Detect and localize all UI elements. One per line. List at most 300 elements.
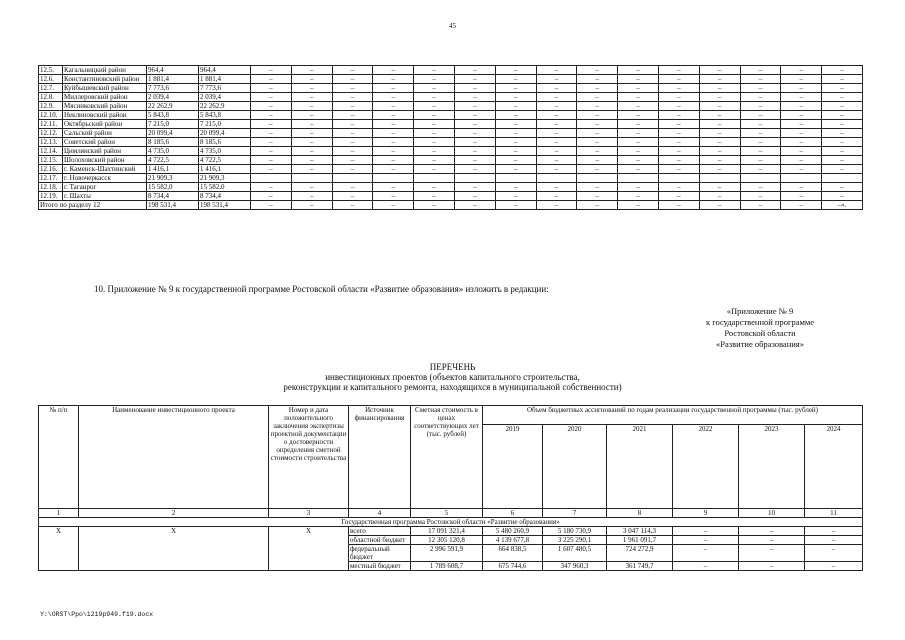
value-y2024: – — [805, 562, 863, 571]
value-y2021: 361 749,7 — [607, 562, 673, 571]
dash-cell: – — [536, 201, 577, 210]
appendix-line-3: Ростовской области — [724, 328, 796, 338]
row-number: 12.18. — [39, 183, 63, 192]
amount-year: 5 843,8 — [199, 111, 251, 120]
dash-cell: – — [740, 147, 781, 156]
row-number: 12.5. — [39, 66, 63, 75]
dash-cell: – — [618, 156, 659, 165]
district-name: Неклиновский район — [63, 111, 147, 120]
value-y2022: – — [673, 527, 739, 536]
row-number: 12.8. — [39, 93, 63, 102]
column-number: 8 — [607, 509, 673, 518]
dash-cell: – — [332, 183, 373, 192]
column-number: 5 — [411, 509, 483, 518]
total-label: Итого по разделу 12 — [39, 201, 147, 210]
dash-cell: – — [373, 192, 414, 201]
dash-cell: – — [699, 111, 740, 120]
dash-cell: – — [781, 129, 822, 138]
value-y2021: 724 272,9 — [607, 545, 673, 562]
table-row — [39, 120, 863, 129]
total-amount: 198 531,4 — [147, 201, 199, 210]
dash-cell: – — [781, 138, 822, 147]
value-y2020: 3 225 290,1 — [543, 536, 607, 545]
dash-cell: – — [699, 201, 740, 210]
dash-cell: – — [536, 102, 577, 111]
dash-cell: – — [822, 102, 863, 111]
dash-cell: – — [495, 147, 536, 156]
dash-cell — [454, 174, 495, 183]
dash-cell: – — [332, 120, 373, 129]
dash-cell: – — [781, 156, 822, 165]
dash-cell: – — [699, 93, 740, 102]
dash-cell: – — [414, 93, 455, 102]
table-row — [39, 66, 863, 75]
dash-cell: – — [577, 75, 618, 84]
dash-cell — [740, 174, 781, 183]
dash-cell: – — [577, 129, 618, 138]
value-y2021: 3 047 114,3 — [607, 527, 673, 536]
amendment-paragraph: 10. Приложение № 9 к государственной программе Ростовской области «Развитие образования» изложить в редакции: — [94, 284, 549, 294]
amount-total: 22 262,9 — [147, 102, 199, 111]
year-header: 2020 — [543, 425, 607, 509]
dash-cell: – — [495, 129, 536, 138]
dash-cell: – — [291, 192, 332, 201]
dash-cell: – — [251, 111, 292, 120]
dash-cell: – — [495, 102, 536, 111]
amount-year: 2 039,4 — [199, 93, 251, 102]
x-mark: X — [39, 527, 79, 571]
amount-total: 1 881,4 — [147, 75, 199, 84]
dash-cell: – — [373, 201, 414, 210]
amount-year: 8 185,6 — [199, 138, 251, 147]
dash-cell: – — [699, 66, 740, 75]
dash-cell: – — [822, 165, 863, 174]
dash-cell: – — [251, 165, 292, 174]
dash-cell: – — [373, 75, 414, 84]
column-number: 1 — [39, 509, 79, 518]
dash-cell: – — [291, 84, 332, 93]
dash-cell: – — [414, 111, 455, 120]
dash-cell: – — [577, 138, 618, 147]
dash-cell: – — [822, 147, 863, 156]
value-y2019: 5 480 260,9 — [483, 527, 543, 536]
dash-cell: – — [291, 66, 332, 75]
dash-cell — [822, 174, 863, 183]
dash-cell: – — [495, 120, 536, 129]
dash-cell: – — [658, 138, 699, 147]
dash-cell: – — [781, 147, 822, 156]
dash-cell: – — [740, 138, 781, 147]
value-y2019: 675 744,6 — [483, 562, 543, 571]
dash-cell: – — [414, 165, 455, 174]
dash-cell: – — [414, 183, 455, 192]
value-y2024: – — [805, 536, 863, 545]
amount-year: 7 215,0 — [199, 120, 251, 129]
dash-cell: – — [740, 111, 781, 120]
row-number: 12.11. — [39, 120, 63, 129]
dash-cell: – — [495, 156, 536, 165]
dash-cell: – — [822, 183, 863, 192]
total-row — [39, 201, 863, 210]
dash-cell: – — [658, 147, 699, 156]
amount-total: 21 909,3 — [147, 174, 199, 183]
dash-cell: – — [658, 201, 699, 210]
dash-cell: – — [251, 192, 292, 201]
dash-cell: – — [781, 192, 822, 201]
dash-cell: – — [822, 156, 863, 165]
amount-total: 7 773,6 — [147, 84, 199, 93]
column-number: 3 — [269, 509, 349, 518]
amount-total: 15 582,0 — [147, 183, 199, 192]
value-y2022: – — [673, 562, 739, 571]
dash-cell: – — [495, 84, 536, 93]
dash-cell: – — [536, 192, 577, 201]
dash-cell: – — [822, 93, 863, 102]
dash-cell: – — [332, 102, 373, 111]
year-header: 2021 — [607, 425, 673, 509]
value-y2023: – — [739, 536, 805, 545]
budget-distribution-table — [38, 65, 863, 210]
district-name: Константиновский район — [63, 75, 147, 84]
dash-cell: – — [822, 129, 863, 138]
header-budget-volume: Объем бюджетных ассигнований по годам реализации государственной программы (тыс. рублей) — [483, 406, 863, 425]
dash-cell: – — [495, 111, 536, 120]
district-name: Шолоховский район — [63, 156, 147, 165]
dash-cell: – — [454, 93, 495, 102]
dash-cell: – — [740, 102, 781, 111]
dash-cell: – — [454, 165, 495, 174]
table-row — [39, 192, 863, 201]
value-y2020: 1 607 480,5 — [543, 545, 607, 562]
dash-cell: – — [658, 111, 699, 120]
district-name: Мясниковский район — [63, 102, 147, 111]
amount-total: 4 722,5 — [147, 156, 199, 165]
dash-cell: – — [618, 111, 659, 120]
appendix-line-1: «Приложение № 9 — [726, 306, 794, 316]
list-title-heading: ПЕРЕЧЕНЬ — [429, 362, 476, 372]
dash-cell: – — [822, 66, 863, 75]
dash-cell: – — [699, 75, 740, 84]
amount-total: 964,4 — [147, 66, 199, 75]
row-number: 12.14. — [39, 147, 63, 156]
table-row — [39, 84, 863, 93]
dash-cell: – — [618, 102, 659, 111]
investment-projects-table — [38, 405, 863, 571]
page-number: 45 — [449, 22, 456, 30]
district-name: г. Шахты — [63, 192, 147, 201]
dash-cell: – — [822, 120, 863, 129]
table-row — [39, 129, 863, 138]
dash-cell: – — [699, 156, 740, 165]
amount-total: 8 185,6 — [147, 138, 199, 147]
dash-cell: – — [495, 75, 536, 84]
dash-cell: – — [291, 102, 332, 111]
dash-cell: – — [332, 66, 373, 75]
dash-cell: – — [332, 192, 373, 201]
dash-cell: – — [577, 156, 618, 165]
dash-cell: – — [373, 84, 414, 93]
dash-cell: – — [332, 147, 373, 156]
dash-cell: – — [332, 111, 373, 120]
dash-cell: – — [373, 156, 414, 165]
dash-cell: – — [373, 147, 414, 156]
dash-cell — [618, 174, 659, 183]
dash-cell: – — [781, 66, 822, 75]
dash-cell: – — [251, 147, 292, 156]
dash-cell: – — [822, 75, 863, 84]
value-y2024: – — [805, 545, 863, 562]
dash-cell: – — [454, 183, 495, 192]
dash-cell: – — [495, 192, 536, 201]
dash-cell: – — [454, 111, 495, 120]
dash-cell: – — [577, 102, 618, 111]
appendix-reference — [640, 306, 880, 350]
appendix-line-2: к государственной программе — [705, 317, 815, 327]
row-number: 12.16. — [39, 165, 63, 174]
amount-total: 8 734,4 — [147, 192, 199, 201]
dash-cell: – — [454, 84, 495, 93]
dash-cell: – — [699, 147, 740, 156]
district-name: г. Новочеркасск — [63, 174, 147, 183]
dash-cell: – — [291, 129, 332, 138]
dash-cell: – — [740, 129, 781, 138]
dash-cell: – — [822, 192, 863, 201]
dash-cell — [536, 174, 577, 183]
dash-cell: – — [251, 201, 292, 210]
dash-cell: – — [658, 93, 699, 102]
dash-cell: – — [291, 156, 332, 165]
dash-cell: – — [781, 183, 822, 192]
dash-cell: – — [699, 84, 740, 93]
dash-cell: – — [618, 192, 659, 201]
dash-cell: – — [373, 93, 414, 102]
dash-cell: – — [251, 75, 292, 84]
dash-cell: – — [536, 75, 577, 84]
dash-cell: – — [373, 102, 414, 111]
dash-cell: – — [618, 75, 659, 84]
amount-year: 20 099,4 — [199, 129, 251, 138]
dash-cell: – — [414, 201, 455, 210]
dash-cell: – — [332, 156, 373, 165]
dash-cell: – — [536, 156, 577, 165]
amount-total: 2 039,4 — [147, 93, 199, 102]
dash-cell: – — [414, 66, 455, 75]
total-amount-year: 198 531,4 — [199, 201, 251, 210]
dash-cell: – — [577, 93, 618, 102]
funding-source: федеральный бюджет — [349, 545, 411, 562]
dash-cell: – — [414, 156, 455, 165]
amount-year: 964,4 — [199, 66, 251, 75]
dash-cell: – — [658, 192, 699, 201]
dash-cell: – — [454, 120, 495, 129]
dash-cell: – — [373, 111, 414, 120]
dash-cell: – — [618, 93, 659, 102]
column-number: 2 — [79, 509, 269, 518]
dash-cell: – — [536, 84, 577, 93]
column-number: 6 — [483, 509, 543, 518]
value-y2020: 347 960,3 — [543, 562, 607, 571]
dash-cell: – — [699, 165, 740, 174]
x-mark: X — [269, 527, 349, 571]
dash-cell: – — [495, 165, 536, 174]
dash-cell: – — [414, 84, 455, 93]
column-number: 11 — [805, 509, 863, 518]
dash-cell: – — [291, 201, 332, 210]
list-title-line-2: инвестиционных проектов (объектов капитального строительства, — [325, 372, 580, 382]
dash-cell: – — [414, 120, 455, 129]
table-row — [39, 93, 863, 102]
list-title-line-3: реконструкции и капитального ремонта, находящихся в муниципальной собственности) — [283, 382, 622, 392]
amount-total: 1 416,1 — [147, 165, 199, 174]
dash-cell: – — [699, 129, 740, 138]
dash-cell: – — [373, 138, 414, 147]
dash-cell: – — [658, 75, 699, 84]
district-name: Октябрьский район — [63, 120, 147, 129]
closing-dash-cell: –». — [822, 201, 863, 210]
dash-cell: – — [291, 111, 332, 120]
dash-cell: – — [251, 102, 292, 111]
amount-year: 15 582,0 — [199, 183, 251, 192]
header-estimated-cost: Сметная стоимость в ценах соответствующих лет (тыс. рублей) — [411, 406, 483, 509]
dash-cell: – — [454, 66, 495, 75]
dash-cell: – — [495, 183, 536, 192]
value-y2019: 4 139 677,8 — [483, 536, 543, 545]
dash-cell: – — [414, 147, 455, 156]
dash-cell: – — [740, 165, 781, 174]
table-row — [39, 138, 863, 147]
dash-cell: – — [536, 66, 577, 75]
x-mark: X — [79, 527, 269, 571]
dash-cell: – — [699, 192, 740, 201]
dash-cell — [577, 174, 618, 183]
dash-cell: – — [332, 129, 373, 138]
amount-year: 7 773,6 — [199, 84, 251, 93]
amount-year: 22 262,9 — [199, 102, 251, 111]
header-expertise-doc: Номер и дата положительного заключения экспертизы проектной документации о достоверности определения сметной стоимости строительства — [269, 406, 349, 509]
dash-cell: – — [291, 120, 332, 129]
dash-cell: – — [454, 147, 495, 156]
dash-cell: – — [658, 102, 699, 111]
row-number: 12.17. — [39, 174, 63, 183]
dash-cell: – — [658, 66, 699, 75]
dash-cell: – — [291, 75, 332, 84]
dash-cell: – — [618, 129, 659, 138]
dash-cell: – — [454, 156, 495, 165]
amount-year: 1 881,4 — [199, 75, 251, 84]
dash-cell: – — [658, 156, 699, 165]
amount-year: 8 734,4 — [199, 192, 251, 201]
dash-cell: – — [251, 66, 292, 75]
appendix-line-4: «Развитие образования» — [716, 339, 804, 349]
dash-cell: – — [536, 120, 577, 129]
dash-cell: – — [781, 201, 822, 210]
dash-cell: – — [414, 102, 455, 111]
dash-cell: – — [740, 84, 781, 93]
row-number: 12.12. — [39, 129, 63, 138]
row-number: 12.19. — [39, 192, 63, 201]
dash-cell: – — [536, 147, 577, 156]
dash-cell: – — [658, 120, 699, 129]
dash-cell: – — [373, 183, 414, 192]
value-y2023: – — [739, 562, 805, 571]
dash-cell: – — [332, 84, 373, 93]
dash-cell: – — [618, 147, 659, 156]
dash-cell: – — [414, 138, 455, 147]
value-y2020: 5 180 730,9 — [543, 527, 607, 536]
dash-cell: – — [781, 75, 822, 84]
dash-cell — [251, 174, 292, 183]
dash-cell: – — [332, 201, 373, 210]
value-cost: 1 789 608,7 — [411, 562, 483, 571]
dash-cell: – — [658, 84, 699, 93]
dash-cell: – — [699, 102, 740, 111]
dash-cell: – — [699, 138, 740, 147]
dash-cell: – — [291, 93, 332, 102]
dash-cell: – — [454, 102, 495, 111]
dash-cell: – — [495, 93, 536, 102]
dash-cell: – — [618, 120, 659, 129]
year-header: 2022 — [673, 425, 739, 509]
dash-cell: – — [373, 165, 414, 174]
value-y2023: – — [739, 545, 805, 562]
dash-cell: – — [577, 147, 618, 156]
district-name: г. Каменск-Шахтинский — [63, 165, 147, 174]
dash-cell — [658, 174, 699, 183]
amount-total: 5 843,8 — [147, 111, 199, 120]
district-name: г. Таганрог — [63, 183, 147, 192]
row-number: 12.6. — [39, 75, 63, 84]
dash-cell: – — [781, 102, 822, 111]
dash-cell: – — [699, 183, 740, 192]
dash-cell: – — [454, 75, 495, 84]
dash-cell: – — [740, 120, 781, 129]
dash-cell: – — [740, 201, 781, 210]
dash-cell: – — [251, 183, 292, 192]
file-path-footer: Y:\ORST\Ppo\1219p949.f19.docx — [40, 611, 154, 618]
table-row — [39, 147, 863, 156]
dash-cell: – — [781, 120, 822, 129]
dash-cell — [699, 174, 740, 183]
dash-cell: – — [414, 129, 455, 138]
dash-cell: – — [699, 120, 740, 129]
dash-cell: – — [822, 111, 863, 120]
dash-cell: – — [251, 84, 292, 93]
year-header: 2019 — [483, 425, 543, 509]
value-cost: 12 305 120,8 — [411, 536, 483, 545]
dash-cell: – — [414, 192, 455, 201]
header-project-name: Наименование инвестиционного проекта — [79, 406, 269, 509]
dash-cell: – — [454, 192, 495, 201]
dash-cell: – — [332, 165, 373, 174]
table-row — [39, 183, 863, 192]
dash-cell — [495, 174, 536, 183]
dash-cell: – — [577, 84, 618, 93]
district-name: Советский район — [63, 138, 147, 147]
dash-cell: – — [291, 138, 332, 147]
dash-cell: – — [536, 183, 577, 192]
row-number: 12.7. — [39, 84, 63, 93]
dash-cell: – — [781, 165, 822, 174]
dash-cell: – — [251, 138, 292, 147]
value-y2021: 1 961 091,7 — [607, 536, 673, 545]
dash-cell: – — [577, 111, 618, 120]
dash-cell: – — [373, 129, 414, 138]
dash-cell: – — [251, 129, 292, 138]
dash-cell: – — [454, 129, 495, 138]
list-title — [0, 362, 905, 392]
amount-year: 1 416,1 — [199, 165, 251, 174]
dash-cell: – — [454, 201, 495, 210]
